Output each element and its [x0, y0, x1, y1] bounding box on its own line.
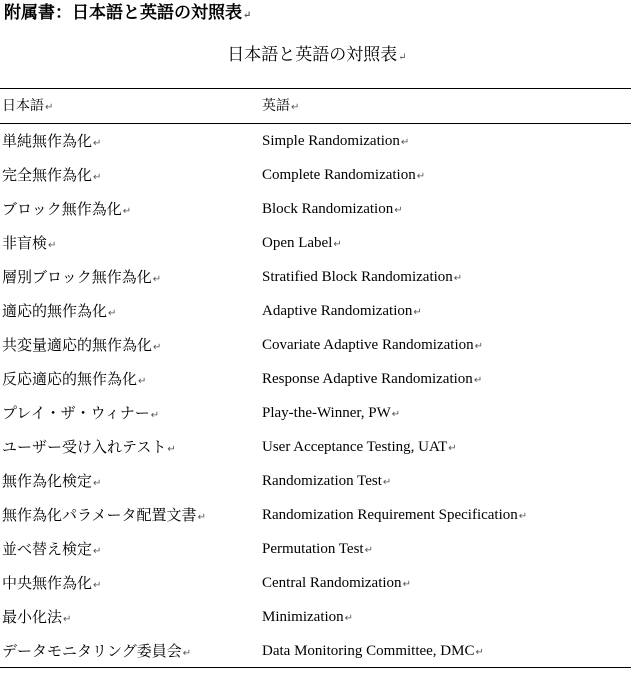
english-term-text: Complete Randomization [262, 167, 416, 183]
header-japanese-label: 日本語 [2, 98, 44, 114]
cell-japanese-term [2, 396, 252, 430]
paragraph-mark-icon: ↵ [453, 273, 463, 284]
cell-english-term [262, 566, 622, 600]
japanese-term-text: 非盲検 [2, 234, 48, 252]
cell-japanese-term [2, 294, 252, 328]
table-row [0, 600, 631, 634]
japanese-term-text: 反応適応的無作為化 [2, 370, 138, 388]
paragraph-mark-icon: ↵ [243, 10, 252, 21]
paragraph-mark-icon: ↵ [138, 376, 147, 387]
paragraph-mark-icon: ↵ [93, 478, 102, 489]
paragraph-mark-icon: ↵ [473, 375, 483, 386]
english-term-text: Play-the-Winner, PW [262, 405, 391, 421]
paragraph-mark-icon: ↵ [413, 307, 422, 318]
glossary-table [0, 89, 631, 668]
header-english [262, 89, 622, 123]
paragraph-mark-icon: ↵ [474, 341, 484, 352]
cell-english-term [262, 464, 622, 498]
cell-english-term [262, 532, 622, 566]
english-term-text: Block Randomization [262, 201, 394, 217]
english-term-text: Stratified Block Randomization [262, 269, 453, 285]
japanese-term-text: 単純無作為化 [2, 132, 93, 150]
japanese-term-text: 最小化法 [2, 608, 63, 626]
japanese-term-text: データモニタリング委員会 [2, 642, 182, 660]
paragraph-mark-icon: ↵ [400, 137, 410, 148]
table-row [0, 634, 631, 668]
paragraph-mark-icon: ↵ [93, 546, 102, 557]
table-caption-text: 日本語と英語の対照表 [227, 45, 398, 65]
document-heading-text: 附属書：日本語と英語の対照表 [4, 3, 242, 23]
cell-japanese-term [2, 634, 252, 668]
cell-japanese-term [2, 430, 252, 464]
paragraph-mark-icon: ↵ [448, 443, 457, 454]
paragraph-mark-icon: ↵ [391, 409, 401, 420]
paragraph-mark-icon: ↵ [197, 512, 206, 523]
paragraph-mark-icon: ↵ [45, 102, 54, 113]
table-header-row [0, 89, 631, 123]
table-row [0, 396, 631, 430]
table-row [0, 566, 631, 600]
table-row [0, 430, 631, 464]
table-row [0, 532, 631, 566]
table-row [0, 362, 631, 396]
cell-japanese-term [2, 566, 252, 600]
cell-english-term [262, 226, 622, 260]
table-row [0, 328, 631, 362]
cell-english-term [262, 124, 622, 158]
table-row [0, 124, 631, 158]
cell-japanese-term [2, 532, 252, 566]
table-row [0, 260, 631, 294]
paragraph-mark-icon: ↵ [63, 614, 72, 625]
cell-english-term [262, 600, 622, 634]
paragraph-mark-icon: ↵ [333, 239, 342, 250]
paragraph-mark-icon: ↵ [475, 647, 484, 658]
japanese-term-text: 層別ブロック無作為化 [2, 268, 152, 286]
english-term-text: Central Randomization [262, 575, 402, 591]
cell-japanese-term [2, 362, 252, 396]
japanese-term-text: 適応的無作為化 [2, 302, 108, 320]
paragraph-mark-icon: ↵ [402, 579, 411, 590]
cell-japanese-term [2, 328, 252, 362]
paragraph-mark-icon: ↵ [152, 274, 162, 285]
english-term-text: Permutation Test [262, 541, 364, 557]
english-term-text: Adaptive Randomization [262, 303, 413, 319]
cell-japanese-term [2, 600, 252, 634]
paragraph-mark-icon: ↵ [416, 171, 426, 182]
japanese-term-text: ブロック無作為化 [2, 200, 122, 218]
japanese-term-text: 共変量適応的無作為化 [2, 336, 153, 354]
japanese-term-text: 並べ替え検定 [2, 540, 93, 558]
cell-japanese-term [2, 124, 252, 158]
paragraph-mark-icon: ↵ [344, 613, 354, 624]
table-row [0, 158, 631, 192]
cell-japanese-term [2, 226, 252, 260]
japanese-term-text: 無作為化検定 [2, 472, 93, 490]
document-heading [4, 2, 251, 27]
japanese-term-text: プレイ・ザ・ウィナー [2, 404, 150, 422]
english-term-text: Data Monitoring Committee, DMC [262, 643, 475, 659]
english-term-text: Randomization Requirement Specification [262, 507, 518, 523]
paragraph-mark-icon: ↵ [394, 205, 403, 216]
paragraph-mark-icon: ↵ [93, 172, 102, 183]
cell-english-term [262, 294, 622, 328]
english-term-text: Response Adaptive Randomization [262, 371, 473, 387]
paragraph-mark-icon: ↵ [93, 138, 102, 149]
japanese-term-text: 無作為化パラメータ配置文書 [2, 506, 197, 524]
paragraph-mark-icon: ↵ [167, 444, 176, 455]
paragraph-mark-icon: ↵ [93, 580, 102, 591]
english-term-text: User Acceptance Testing, UAT [262, 439, 448, 455]
cell-japanese-term [2, 464, 252, 498]
header-english-label: 英語 [262, 98, 290, 114]
paragraph-mark-icon: ↵ [48, 240, 57, 251]
english-term-text: Covariate Adaptive Randomization [262, 337, 474, 353]
paragraph-mark-icon: ↵ [153, 342, 162, 353]
english-term-text: Simple Randomization [262, 133, 400, 149]
japanese-term-text: 完全無作為化 [2, 166, 93, 184]
japanese-term-text: 中央無作為化 [2, 574, 93, 592]
table-row [0, 226, 631, 260]
cell-japanese-term [2, 498, 252, 532]
cell-japanese-term [2, 158, 252, 192]
cell-english-term [262, 396, 622, 430]
english-term-text: Randomization Test [262, 473, 382, 489]
paragraph-mark-icon: ↵ [518, 511, 528, 522]
paragraph-mark-icon: ↵ [108, 308, 117, 319]
paragraph-mark-icon: ↵ [182, 648, 192, 659]
cell-japanese-term [2, 260, 252, 294]
cell-english-term [262, 192, 622, 226]
table-row [0, 192, 631, 226]
table-body [0, 124, 631, 668]
cell-english-term [262, 498, 622, 532]
cell-english-term [262, 430, 622, 464]
cell-english-term [262, 158, 622, 192]
table-row [0, 498, 631, 532]
paragraph-mark-icon: ↵ [122, 206, 132, 217]
english-term-text: Open Label [262, 235, 333, 251]
header-japanese [2, 89, 252, 123]
cell-english-term [262, 328, 622, 362]
cell-japanese-term [2, 192, 252, 226]
table-caption [0, 44, 634, 69]
paragraph-mark-icon: ↵ [291, 102, 300, 113]
cell-english-term [262, 634, 622, 668]
english-term-text: Minimization [262, 609, 344, 625]
cell-english-term [262, 362, 622, 396]
paragraph-mark-icon: ↵ [150, 410, 160, 421]
cell-english-term [262, 260, 622, 294]
japanese-term-text: ユーザー受け入れテスト [2, 438, 167, 456]
paragraph-mark-icon: ↵ [364, 545, 373, 556]
table-row [0, 464, 631, 498]
paragraph-mark-icon: ↵ [398, 52, 407, 63]
paragraph-mark-icon: ↵ [382, 477, 392, 488]
table-row [0, 294, 631, 328]
